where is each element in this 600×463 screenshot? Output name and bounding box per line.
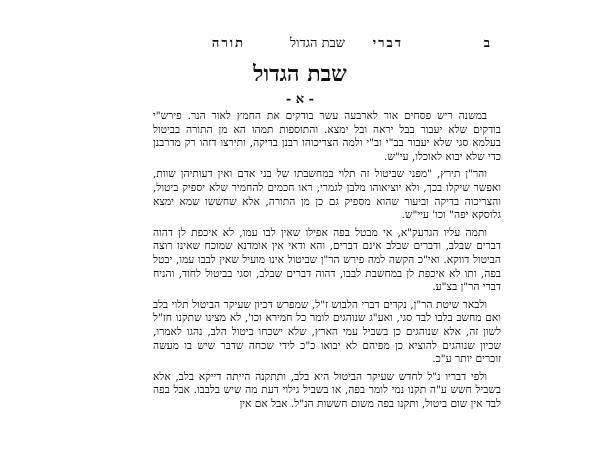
running-header	[0, 34, 600, 54]
book-title-dvarei: דברי	[372, 36, 403, 51]
paragraph: ולפי דבריו נ"ל לחדש שעיקר הביטול היא בלב, ותתקנה הייתה דייקא בלב, אלא בשביל חשש ע"ה תקנו נמי לומר בפה, או בשביל גילוי דעת מה שיש בלבבו. אבל בפה לבד אין שום ביטול, ותקנו בפה משום חששות הנ"ל. אבל אם אין	[153, 370, 501, 410]
body-text	[153, 110, 501, 415]
page-letter: ב	[483, 36, 490, 51]
paragraph: ולבאר שיטת הר"ן, נקדים דברי הלבוש ז"ל, שמפרש דכיון שעיקר הביטול תלוי בלב ואם מחשב בלבו לבד סגי, ואע"ג שנוהגים לומר כל חמירא וכו', לא מצינו שתקנו חז"ל לשון זה, אלא שנוהגים כן בשביל עמי הארץ, שלא ישכחו ביטול הלב, נהגו לאמרו, שכיון שנוהגים להוציא כן מפיהם לא יבואו כ"כ לידי שכחה שדבר שיש בו מעשה זוכרים יותר ע"כ.	[153, 298, 501, 366]
paragraph: ותמה עליו הגרעק"א, אי מבטל בפה אפילו שאין לבו עמו, לא איכפת לן דהוה דברים שבלב, ודברים שבלב אינם דברים, והא ודאי אין אומדנא שמוכח שאינו רוצה הביטול דווקא. ואי"כ הקשה למה פירש הר"ן שביטול אינו מועיל שאין לבבו עמו, יבטל בפה, ותו לא איכפת לן במחשבת לבבו, דהוה דברים שבלב, וסגי בביטול לחוד, והניח דברי הר"ן בצ"ע.	[153, 226, 501, 294]
book-title-torah: תורה	[211, 36, 245, 51]
paragraph: והר"ן תירץ, "מפני שביטול זה תלוי במחשבתו של בני אדם ואין דעותיהן שוות, ואפשר שיקלו בכך, ולא יוציאוהו מלבן לגמרי, ראו חכמים להחמיר שלא יספיק ביטול, והצריכוה בדיקה וביעור שהוא מספיק גם כן מן התורה, אלא שחששו שמא ימצא גלוסקא יפה" וכו' עיי"ש.	[153, 168, 501, 222]
section-marker: - א -	[285, 92, 315, 107]
running-section-title: שבת הגדול	[290, 36, 345, 51]
page-title: שבת הגדול	[253, 61, 347, 87]
paragraph: במשנה ריש פסחים אור לארבעה עשר בודקים את החמץ לאור הנר. פירש"י בודקים שלא יעבור בבל יראה ובל ימצא. והתוספות תמהו הא מן התורה בביטול בעלמא סגי שלא יעבור בב"י וב"י ולמה הצריכוהו רבנן בדיקה, ותירצו דזהו רק מדרבנן כדי שלא יבוא לאוכלו, עי"ש.	[153, 110, 501, 163]
